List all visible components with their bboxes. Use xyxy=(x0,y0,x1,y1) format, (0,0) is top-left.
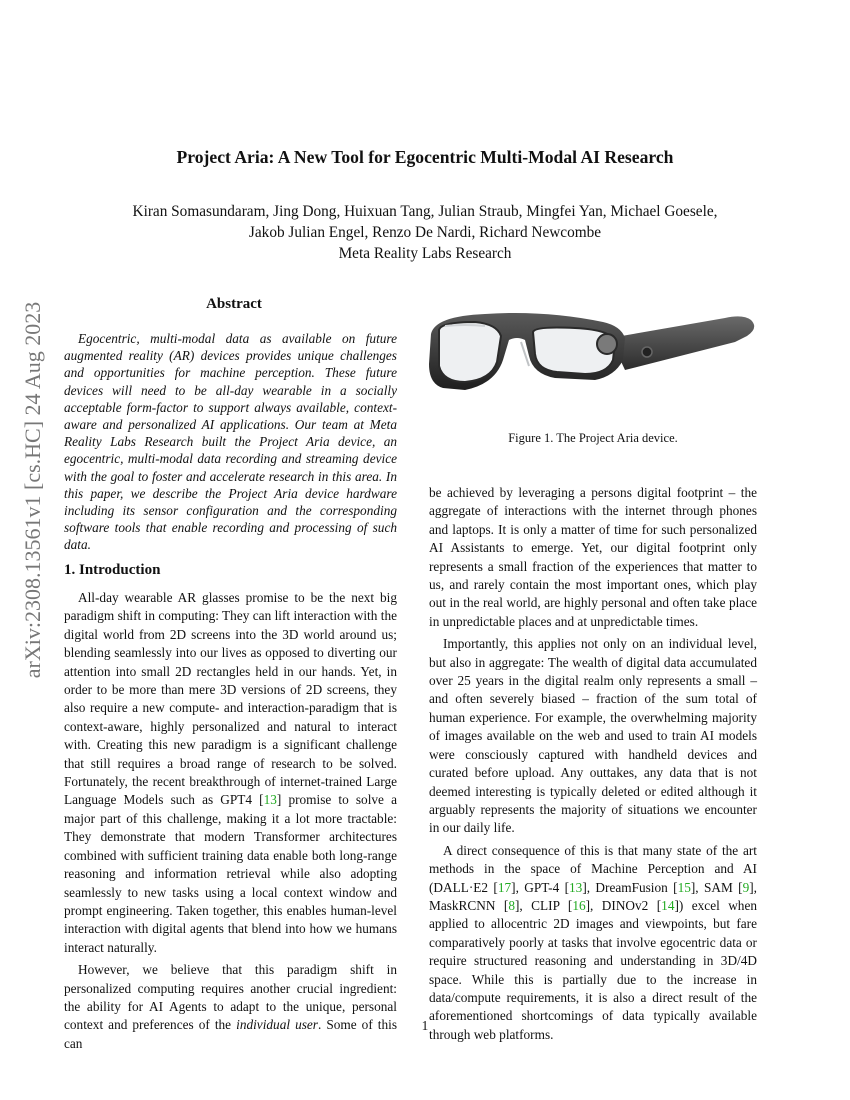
citation-link[interactable]: 16 xyxy=(572,897,586,913)
abstract-heading: Abstract xyxy=(206,296,262,312)
intro-paragraph-1: All-day wearable AR glasses promise to be the next big paradigm shift in computing: They can lift interaction with the digital world from 2D screens into the 3D world around us; blending seamlessly into our lives as opposed to diverting our attention into small 2D rectangles held in our hands. Yet, in order to be more than mere 3D versions of 2D screens, they also require a new compute- and interaction-paradigm that is context-aware, highly personalized and natural to interact with. Creating this new paradigm is a significant challenge that still requires a broad range of research to be solved. Fortunately, the recent breakthrough of internet-trained Large Language Models such as GPT4 [13] promise to solve a major part of this challenge, making it a lot more tractable: They demonstrate that modern Transformer architectures combined with sufficient training data enable both long-range reasoning and information retrieval while also adopting seamlessly to new tasks using a local context window and prompt engineering. Taken together, this enables human-level interaction with digital agents that blend into how we humans interact naturally. xyxy=(64,590,397,955)
intro-paragraph-2: However, we believe that this paradigm shift in personalized computing requires another crucial ingredient: the ability for AI Agents to adapt to the unique, personal context and preferences of the individual user. Some of this can xyxy=(64,962,397,1051)
right-paragraph-3: A direct consequence of this is that many state of the art methods in the space of Machine Perception and AI (DALL·E2 [17], GPT-4 [13], DreamFusion [15], SAM [9], MaskRCNN [8], CLIP [16], DINOv2 [14]) excel when applied to allocentric 2D images and viewpoints, but fare comparatively poorly at tasks that involve egocentric data or require structured reasoning and understanding in 3D/4D space. While this is partially due to the increase in data/compute requirements, it is also a direct result of the aforementioned shortcomings of data typically available through web platforms. xyxy=(429,842,757,1042)
right-column-body xyxy=(429,484,757,1048)
citation-link[interactable]: 17 xyxy=(497,879,512,895)
citation-link[interactable]: 15 xyxy=(677,879,691,895)
arxiv-identifier: arXiv:2308.13561v1 [cs.HC] 24 Aug 2023 xyxy=(20,301,45,679)
project-aria-glasses-figure xyxy=(425,300,760,418)
arxiv-sidebar xyxy=(20,290,46,690)
introduction-heading: 1. Introduction xyxy=(64,562,161,578)
paper-title: Project Aria: A New Tool for Egocentric Multi-Modal AI Research xyxy=(176,147,674,167)
citation-link[interactable]: 13 xyxy=(569,879,583,895)
page-number: 1 xyxy=(421,1018,429,1033)
right-paragraph-2: Importantly, this applies not only on an individual level, but also in aggregate: The wealth of digital data accumulated over 25 years in the digital realm only represents a small – and often severely biased – fraction of the sum total of human experience. For example, the overwhelming majority of images available on the web and used to train AI models were consciously captured with handheld devices and curated before upload. Any outtakes, any data that is not deemed interesting is typically deleted or edited although it arguably represents the majority of situations we encounter in our daily life. xyxy=(429,636,757,836)
right-paragraph-1: be achieved by leveraging a persons digital footprint – the aggregate of interactions with the internet through phones and laptops. It is only a matter of time for such personalized AI Assistants to emerge. Yet, our digital footprint only represents a small fraction of the experiences that matter to us, and rarely contain the most important ones, which play out in the real world, are highly personal and often take place in unpredictable places and at unpredictable times. xyxy=(429,485,757,629)
citation-link[interactable]: 13 xyxy=(263,792,277,808)
affiliation: Meta Reality Labs Research xyxy=(338,245,512,262)
citation-link[interactable]: 8 xyxy=(508,897,515,913)
author-block xyxy=(60,201,790,264)
abstract-text: Egocentric, multi-modal data as available on future augmented reality (AR) devices provides unique challenges and opportunities for machine perception. These future devices will need to be all-day wearable in a socially acceptable form-factor to support always available, context-aware and personalized AI applications. Our team at Meta Reality Labs Research built the Project Aria device, an egocentric, multi-modal data recording and streaming device with the goal to foster and accelerate research in this area. In this paper, we describe the Project Aria device hardware including its sensor configuration and the corresponding software tools that enable recording and processing of such data. xyxy=(64,331,397,553)
author-line-1: Kiran Somasundaram, Jing Dong, Huixuan Tang, Julian Straub, Mingfei Yan, Michael Goesele, xyxy=(132,203,718,220)
citation-link[interactable]: 9 xyxy=(742,879,750,895)
author-line-2: Jakob Julian Engel, Renzo De Nardi, Richard Newcombe xyxy=(248,224,602,241)
figure-caption: Figure 1. The Project Aria device. xyxy=(508,431,678,445)
emphasis-text: individual user xyxy=(236,1017,318,1033)
left-column-body xyxy=(64,589,397,1057)
citation-link[interactable]: 14 xyxy=(661,897,675,913)
